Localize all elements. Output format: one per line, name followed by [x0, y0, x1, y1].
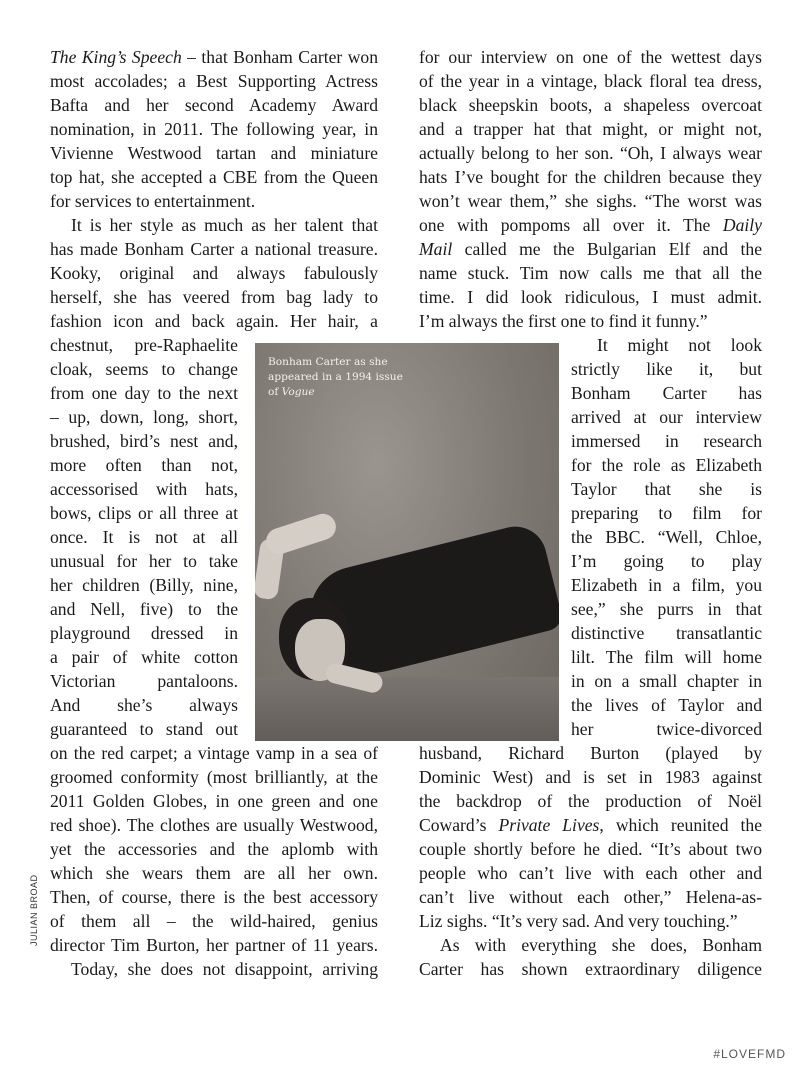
text-line: one with pompoms all over it. The Daily	[419, 215, 762, 235]
text-line: yet the accessories and the aplomb with	[50, 839, 378, 859]
text-line: for the role as Elizabeth	[571, 455, 762, 475]
text-line: brushed, bird’s nest and,	[50, 431, 238, 451]
text-line: guaranteed to stand out	[50, 719, 238, 739]
text-line: groomed conformity (most brilliantly, at the	[50, 767, 378, 787]
text-line: a pair of white cotton	[50, 647, 238, 667]
text-line: immersed in research	[571, 431, 762, 451]
paragraph-start-line: As with everything she does, Bonham	[440, 935, 762, 955]
text-line: preparing to film for	[571, 503, 762, 523]
text-line: of them all – the wild-haired, genius	[50, 911, 378, 931]
photo-floor	[255, 677, 559, 741]
text-line: Coward’s Private Lives, which reunited the	[419, 815, 763, 835]
text-line: Bonham Carter has	[571, 383, 762, 403]
text-line: accessorised with hats,	[50, 479, 238, 499]
text-line: can’t live without each other,” Helena-as-	[419, 887, 762, 907]
text-line: people who can’t live with each other and	[419, 863, 762, 883]
text-line: see,” she purrs in that	[571, 599, 762, 619]
text-line: Bafta and her second Academy Award	[50, 95, 378, 115]
text-line: Kooky, original and always fabulously	[50, 263, 378, 283]
text-line: Elizabeth in a film, you	[571, 575, 762, 595]
text-line: of the year in a vintage, black floral tea dress,	[419, 71, 762, 91]
text-line: The King’s Speech – that Bonham Carter won	[50, 47, 378, 67]
text-line: the lives of Taylor and	[571, 695, 762, 715]
text-line: has made Bonham Carter a national treasure.	[50, 239, 378, 259]
photo-figure-hand	[263, 511, 340, 558]
text-line: Dominic West) and is set in 1983 against	[419, 767, 762, 787]
text-line: time. I did look ridiculous, I must admit.	[419, 287, 762, 307]
portrait-photo	[255, 343, 559, 741]
text-line: Carter has shown extraordinary diligence	[419, 959, 762, 979]
text-line: Mail called me the Bulgarian Elf and the	[419, 239, 762, 259]
text-line: cloak, seems to change	[50, 359, 238, 379]
text-line: top hat, she accepted a CBE from the Queen	[50, 167, 378, 187]
text-line: couple shortly before he died. “It’s about two	[419, 839, 762, 859]
text-line: fashion icon and back again. Her hair, a	[50, 311, 378, 331]
text-line: I’m going to play	[571, 551, 762, 571]
text-line: for services to entertainment.	[50, 191, 256, 211]
text-line: playground dressed in	[50, 623, 238, 643]
text-line: herself, she has veered from bag lady to	[50, 287, 378, 307]
text-line: the BBC. “Well, Chloe,	[571, 527, 762, 547]
text-line: the backdrop of the production of Noël	[419, 791, 762, 811]
text-line: And she’s always	[50, 695, 238, 715]
text-line: name stuck. Tim now calls me that all the	[419, 263, 762, 283]
text-line: in on a small chapter in	[571, 671, 762, 691]
text-line: her children (Billy, nine,	[50, 575, 238, 595]
text-line: once. It is not at all	[50, 527, 238, 547]
text-line: husband, Richard Burton (played by	[419, 743, 762, 763]
text-line: and Nell, five) to the	[50, 599, 238, 619]
text-line: bows, clips or all three at	[50, 503, 238, 523]
text-line: Then, of course, there is the best accessory	[50, 887, 378, 907]
text-line: I’m always the first one to find it funny.”	[419, 311, 708, 331]
paragraph-start-line: Today, she does not disappoint, arriving	[71, 959, 378, 979]
text-line: from one day to the next	[50, 383, 238, 403]
text-line: on the red carpet; a vintage vamp in a sea of	[50, 743, 378, 763]
text-line: Liz sighs. “It’s very sad. And very touching.”	[419, 911, 738, 931]
photo-credit: JULIAN BROAD	[29, 874, 39, 946]
text-line: most accolades; a Best Supporting Actress	[50, 71, 378, 91]
text-line: her twice-divorced	[571, 719, 762, 739]
text-line: nomination, in 2011. The following year, in	[50, 119, 378, 139]
text-line: Victorian pantaloons.	[50, 671, 238, 691]
photo-caption: Bonham Carter as she appeared in a 1994 issue of Vogue	[268, 356, 403, 398]
text-line: Vivienne Westwood tartan and miniature	[50, 143, 378, 163]
paragraph-start-line: It is her style as much as her talent that	[71, 215, 378, 235]
paragraph-start-line: It might not look	[597, 335, 762, 355]
text-line: director Tim Burton, her partner of 11 years.	[50, 935, 378, 955]
text-line: arrived at our interview	[571, 407, 762, 427]
text-line: more often than not,	[50, 455, 238, 475]
text-line: black sheepskin boots, a shapeless overcoat	[419, 95, 762, 115]
watermark: #LOVEFMD	[713, 1047, 786, 1061]
text-line: – up, down, long, short,	[50, 407, 238, 427]
text-line: won’t wear them,” she sighs. “The worst was	[419, 191, 762, 211]
text-line: unusual for her to take	[50, 551, 238, 571]
text-line: for our interview on one of the wettest days	[419, 47, 762, 67]
text-line: which she wears them are all her own.	[50, 863, 378, 883]
text-line: and a trapper hat that might, or might not,	[419, 119, 762, 139]
text-line: actually belong to her son. “Oh, I always wear	[419, 143, 762, 163]
text-line: red shoe). The clothes are usually Westwood,	[50, 815, 378, 835]
text-line: distinctive transatlantic	[571, 623, 762, 643]
text-line: lilt. The film will home	[571, 647, 762, 667]
text-line: chestnut, pre-Raphaelite	[50, 335, 238, 355]
text-line: 2011 Golden Globes, in one green and one	[50, 791, 378, 811]
text-line: Taylor that she is	[571, 479, 762, 499]
text-line: strictly like it, but	[571, 359, 762, 379]
text-line: hats I’ve bought for the children because they	[419, 167, 762, 187]
